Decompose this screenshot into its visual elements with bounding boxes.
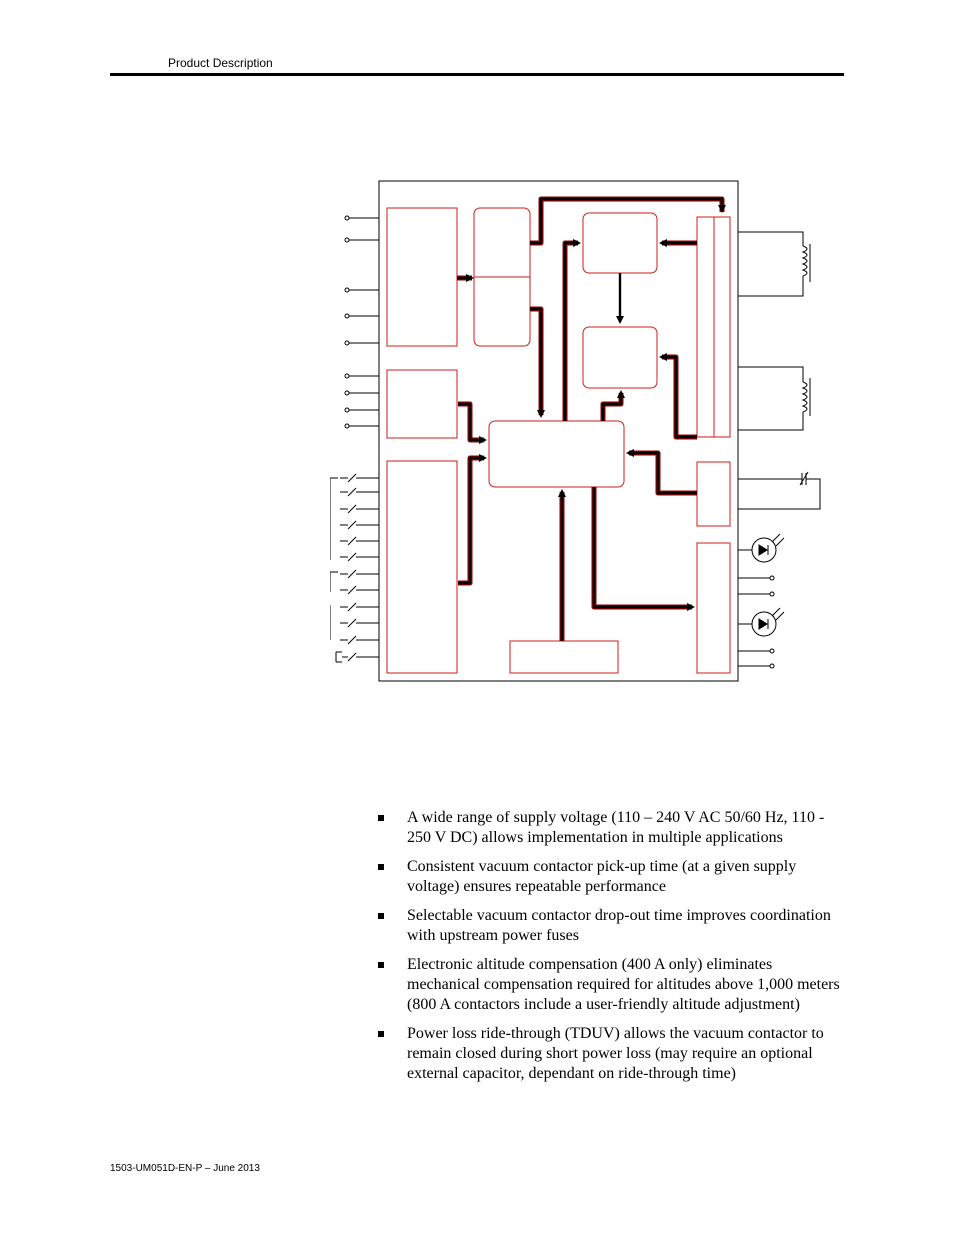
function-blocks [387,208,730,673]
signal-paths-glow [457,199,722,641]
bullet-square-icon [378,815,384,821]
list-item [378,1024,848,1084]
feature-list [378,808,848,1093]
list-item [378,808,848,848]
signal-paths [457,199,722,641]
capacitor-block [697,462,730,526]
coil-outputs [738,232,810,430]
header-rule [110,73,844,76]
power-input-block [387,208,457,346]
coil-driver-block [583,213,657,273]
block-diagram [330,175,830,695]
microcontroller-block [489,421,624,487]
list-item-text: A wide range of supply voltage (110 – 240 V AC 50/60 Hz, 110 - 250 V DC) allows implementation in multiple applications [407,809,825,846]
footer-doc-id: 1503-UM051D-EN-P – June 2013 [110,1163,260,1174]
control-block [583,327,657,388]
status-output-block [697,543,730,673]
list-item-text: Electronic altitude compensation (400 A only) eliminates mechanical compensation required for altitudes above 1,000 meters (800 A contactors include a user-friendly altitude adjustment) [407,956,840,1013]
switch-inputs [330,474,379,662]
list-item [378,955,848,1015]
list-item [378,906,848,946]
status-led-outputs [738,534,784,668]
bullet-square-icon [378,864,384,870]
bullet-square-icon [378,913,384,919]
list-item-text: Power loss ride-through (TDUV) allows the vacuum contactor to remain closed during short power loss (may require an optional external capacitor, dependant on ride-through time) [407,1025,824,1082]
aux-terminals [345,374,379,428]
list-item-text: Consistent vacuum contactor pick-up time (at a given supply voltage) ensures repeatable performance [407,858,797,895]
aux-input-block [387,370,457,438]
section-header: Product Description [168,56,273,70]
list-item [378,857,848,897]
external-capacitor [738,472,820,509]
digital-input-block [387,461,457,673]
bullet-square-icon [378,962,384,968]
configuration-block [510,641,618,673]
list-item-text: Selectable vacuum contactor drop-out time improves coordination with upstream power fuses [407,907,831,944]
bullet-square-icon [378,1031,384,1037]
supply-terminals [345,216,379,345]
